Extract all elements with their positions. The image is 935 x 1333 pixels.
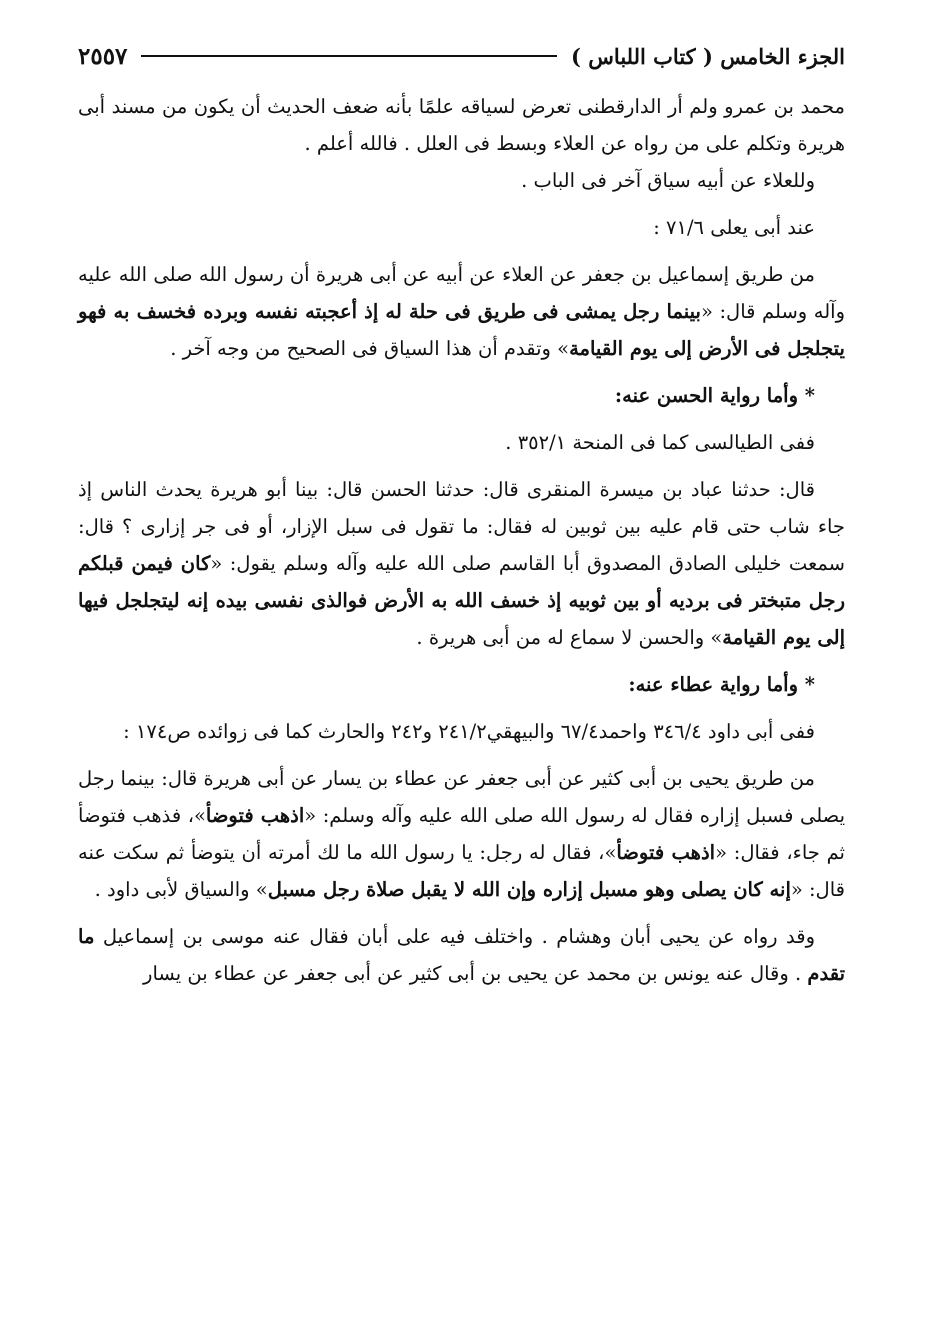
page-body — [78, 88, 845, 992]
source-reference — [78, 209, 845, 246]
paragraph-text: من طريق إسماعيل بن جعفر عن العلاء عن أبيه عن أبى هريرة أن رسول الله صلى الله عليه وآله وسلم قال: « — [78, 263, 846, 323]
section-heading-ata — [78, 666, 845, 703]
running-title: الجزء الخامس ( كتاب اللباس ) — [571, 43, 845, 69]
paragraph-text: ففى أبى داود ٣٤٦/٤ واحمد٦٧/٤ والبيهقي٢٤١/٢ و٢٤٢ والحارث كما فى زوائده ص١٧٤ : — [123, 720, 815, 743]
emphasis-text: ما تقدم — [78, 925, 845, 985]
paragraph-text: . وقال عنه يونس بن محمد عن يحيى بن أبى كثير عن أبى جعفر عن عطاء بن يسار — [143, 962, 808, 985]
paragraph-text: محمد بن عمرو ولم أر الدارقطنى تعرض لسياقه علمًا بأنه ضعف الحديث أن يكون من مسند أبى هريرة وتكلم على من رواه عن العلاء وبسط فى العلل . فالله أعلم . — [78, 95, 845, 155]
paragraph-text: ففى الطيالسى كما فى المنحة ٣٥٢/١ . — [505, 431, 815, 454]
heading-text: * وأما رواية الحسن عنه: — [614, 384, 815, 407]
paragraph-1 — [78, 88, 845, 162]
paragraph-text: قال: حدثنا عباد بن ميسرة المنقرى قال: حدثنا الحسن قال: بينا أبو هريرة يحدث الناس إذ جاء شاب حتى قام عليه بين ثوبين له فقال: ما تقول فى سبل الإزار، أو فى جر إزارى ؟ قال: سمعت خليلى الصادق المصدوق أبا القاسم صلى الله عليه وآله وسلم يقول: « — [78, 478, 846, 575]
source-reference — [78, 424, 845, 461]
paragraph-text: » والحسن لا سماع له من أبى هريرة . — [416, 626, 723, 649]
paragraph-text: من طريق يحيى بن أبى كثير عن أبى جعفر عن عطاء بن يسار عن أبى هريرة قال: بينما رجل يصلى فسبل إزاره فقال له رسول الله صلى الله عليه وآله وسلم: « — [78, 767, 845, 827]
page-header — [78, 36, 845, 76]
hadith-paragraph-3 — [78, 760, 845, 908]
paragraph-text: » وتقدم أن هذا السياق فى الصحيح من وجه آخر . — [170, 337, 570, 360]
hadith-text: كان فيمن قبلكم رجل متبختر فى برديه أو بين ثوبيه إذ خسف الله به الأرض فوالذى نفسى بيده إنه ليتجلجل فيها إلى يوم القيامة — [78, 552, 845, 649]
heading-text: * وأما رواية عطاء عنه: — [628, 673, 815, 696]
paragraph-text: »، فذهب فتوضأ ثم جاء، فقال: « — [78, 804, 845, 864]
source-reference — [78, 713, 845, 750]
header-rule — [141, 55, 557, 57]
hadith-text: اذهب فتوضأ — [616, 841, 716, 864]
hadith-text: إنه كان يصلى وهو مسبل إزاره وإن الله لا يقبل صلاة رجل مسبل — [267, 878, 791, 901]
paragraph-text: وللعلاء عن أبيه سياق آخر فى الباب . — [521, 169, 815, 192]
hadith-paragraph-2 — [78, 471, 845, 656]
paragraph-text: » والسياق لأبى داود . — [94, 878, 268, 901]
paragraph-2 — [78, 162, 845, 199]
section-heading-hasan — [78, 377, 845, 414]
hadith-text: بينما رجل يمشى فى طريق فى حلة له إذ أعجبته نفسه وبرده فخسف به فهو يتجلجل فى الأرض إلى يوم القيامة — [78, 300, 845, 360]
hadith-text: اذهب فتوضأ — [205, 804, 305, 827]
paragraph-last — [78, 918, 845, 992]
paragraph-text: وقد رواه عن يحيى أبان وهشام . واختلف فيه على أبان فقال عنه موسى بن إسماعيل — [102, 925, 815, 948]
hadith-paragraph-1 — [78, 256, 845, 367]
paragraph-text: »، فقال له رجل: يا رسول الله ما لك أمرته أن يتوضأ ثم سكت عنه قال: « — [78, 841, 845, 901]
page-number: ٢٥٥٧ — [78, 42, 128, 70]
paragraph-text: عند أبى يعلى ٧١/٦ : — [653, 216, 815, 239]
